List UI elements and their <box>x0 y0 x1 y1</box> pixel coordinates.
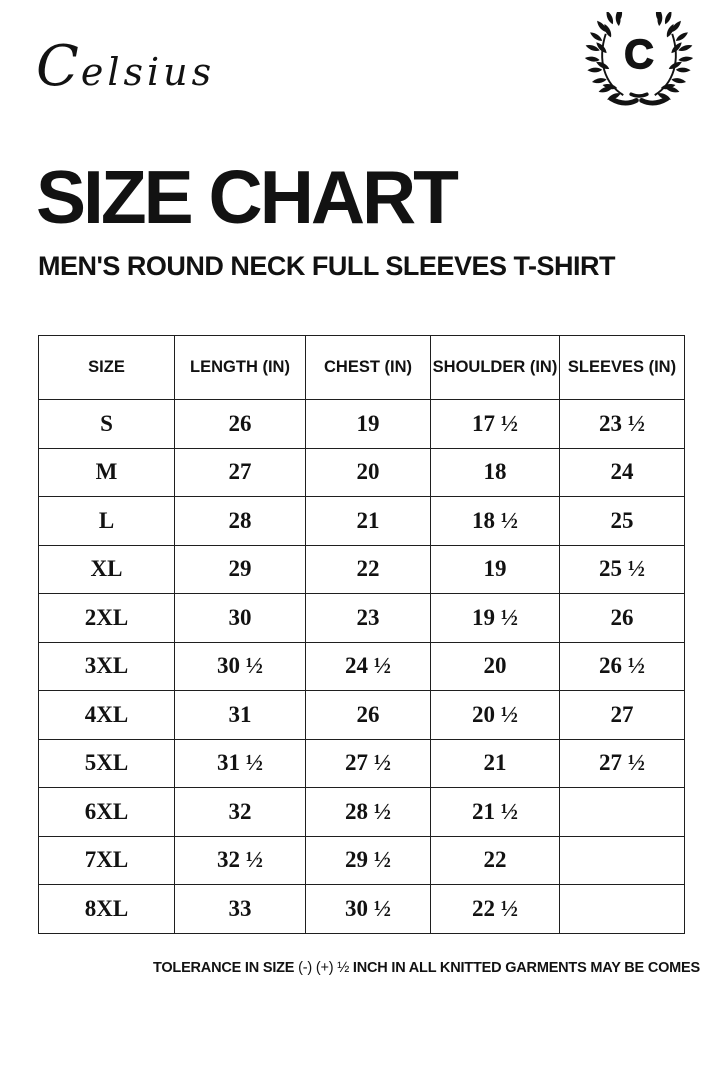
size-cell: S <box>39 400 175 449</box>
brand-script-logo: Celsius <box>36 34 216 99</box>
measurement-cell: 18 ½ <box>431 497 560 546</box>
measurement-cell <box>560 788 685 837</box>
table-row <box>39 788 685 837</box>
measurement-cell: 23 <box>306 594 431 643</box>
measurement-cell: 27 <box>560 691 685 740</box>
measurement-cell: 25 <box>560 497 685 546</box>
measurement-cell: 23 ½ <box>560 400 685 449</box>
table-row <box>39 497 685 546</box>
measurement-cell: 32 ½ <box>175 836 306 885</box>
measurement-cell: 21 <box>306 497 431 546</box>
measurement-cell: 21 <box>431 739 560 788</box>
measurement-cell: 26 <box>560 594 685 643</box>
measurement-cell: 26 ½ <box>560 642 685 691</box>
table-row <box>39 691 685 740</box>
laurel-wreath-icon <box>582 12 696 110</box>
table-row <box>39 836 685 885</box>
measurement-cell: 24 ½ <box>306 642 431 691</box>
measurement-cell: 28 <box>175 497 306 546</box>
measurement-cell: 33 <box>175 885 306 934</box>
column-header: SLEEVES (IN) <box>560 336 685 400</box>
size-cell: L <box>39 497 175 546</box>
measurement-cell: 31 ½ <box>175 739 306 788</box>
footnote-suffix: INCH IN ALL KNITTED GARMENTS MAY BE COMES <box>352 960 700 976</box>
table-row <box>39 448 685 497</box>
footnote <box>153 960 700 976</box>
column-header: LENGTH (IN) <box>175 336 306 400</box>
measurement-cell: 22 <box>306 545 431 594</box>
footnote-prefix: TOLERANCE IN SIZE <box>152 960 299 976</box>
monogram-letter: C <box>624 31 654 78</box>
measurement-cell: 25 ½ <box>560 545 685 594</box>
size-cell: 8XL <box>39 885 175 934</box>
measurement-cell: 21 ½ <box>431 788 560 837</box>
page-title: SIZE CHART <box>36 155 456 239</box>
measurement-cell: 20 <box>306 448 431 497</box>
measurement-cell: 20 ½ <box>431 691 560 740</box>
size-cell: M <box>39 448 175 497</box>
size-cell: 6XL <box>39 788 175 837</box>
measurement-cell: 29 <box>175 545 306 594</box>
measurement-cell: 26 <box>306 691 431 740</box>
size-cell: XL <box>39 545 175 594</box>
table-row <box>39 885 685 934</box>
table-row <box>39 400 685 449</box>
measurement-cell <box>560 885 685 934</box>
measurement-cell: 22 <box>431 836 560 885</box>
column-header: CHEST (IN) <box>306 336 431 400</box>
column-header: SIZE <box>39 336 175 400</box>
measurement-cell: 27 ½ <box>560 739 685 788</box>
measurement-cell: 28 ½ <box>306 788 431 837</box>
table-row <box>39 594 685 643</box>
measurement-cell: 19 ½ <box>431 594 560 643</box>
measurement-cell: 26 <box>175 400 306 449</box>
size-cell: 2XL <box>39 594 175 643</box>
size-cell: 7XL <box>39 836 175 885</box>
measurement-cell: 24 <box>560 448 685 497</box>
measurement-cell: 22 ½ <box>431 885 560 934</box>
measurement-cell: 19 <box>431 545 560 594</box>
measurement-cell: 17 ½ <box>431 400 560 449</box>
table-row <box>39 642 685 691</box>
size-cell: 4XL <box>39 691 175 740</box>
footnote-symbols: (-) (+) ½ <box>298 960 353 976</box>
measurement-cell: 29 ½ <box>306 836 431 885</box>
table-header-row <box>39 336 685 400</box>
measurement-cell: 27 ½ <box>306 739 431 788</box>
measurement-cell: 30 ½ <box>306 885 431 934</box>
measurement-cell: 19 <box>306 400 431 449</box>
measurement-cell: 32 <box>175 788 306 837</box>
size-table <box>38 335 685 934</box>
measurement-cell: 30 <box>175 594 306 643</box>
size-cell: 3XL <box>39 642 175 691</box>
page-subtitle: MEN'S ROUND NECK FULL SLEEVES T-SHIRT <box>38 251 615 281</box>
measurement-cell: 20 <box>431 642 560 691</box>
measurement-cell: 27 <box>175 448 306 497</box>
measurement-cell: 31 <box>175 691 306 740</box>
column-header: SHOULDER (IN) <box>431 336 560 400</box>
size-cell: 5XL <box>39 739 175 788</box>
table-row <box>39 739 685 788</box>
measurement-cell: 30 ½ <box>175 642 306 691</box>
table-row <box>39 545 685 594</box>
measurement-cell <box>560 836 685 885</box>
measurement-cell: 18 <box>431 448 560 497</box>
